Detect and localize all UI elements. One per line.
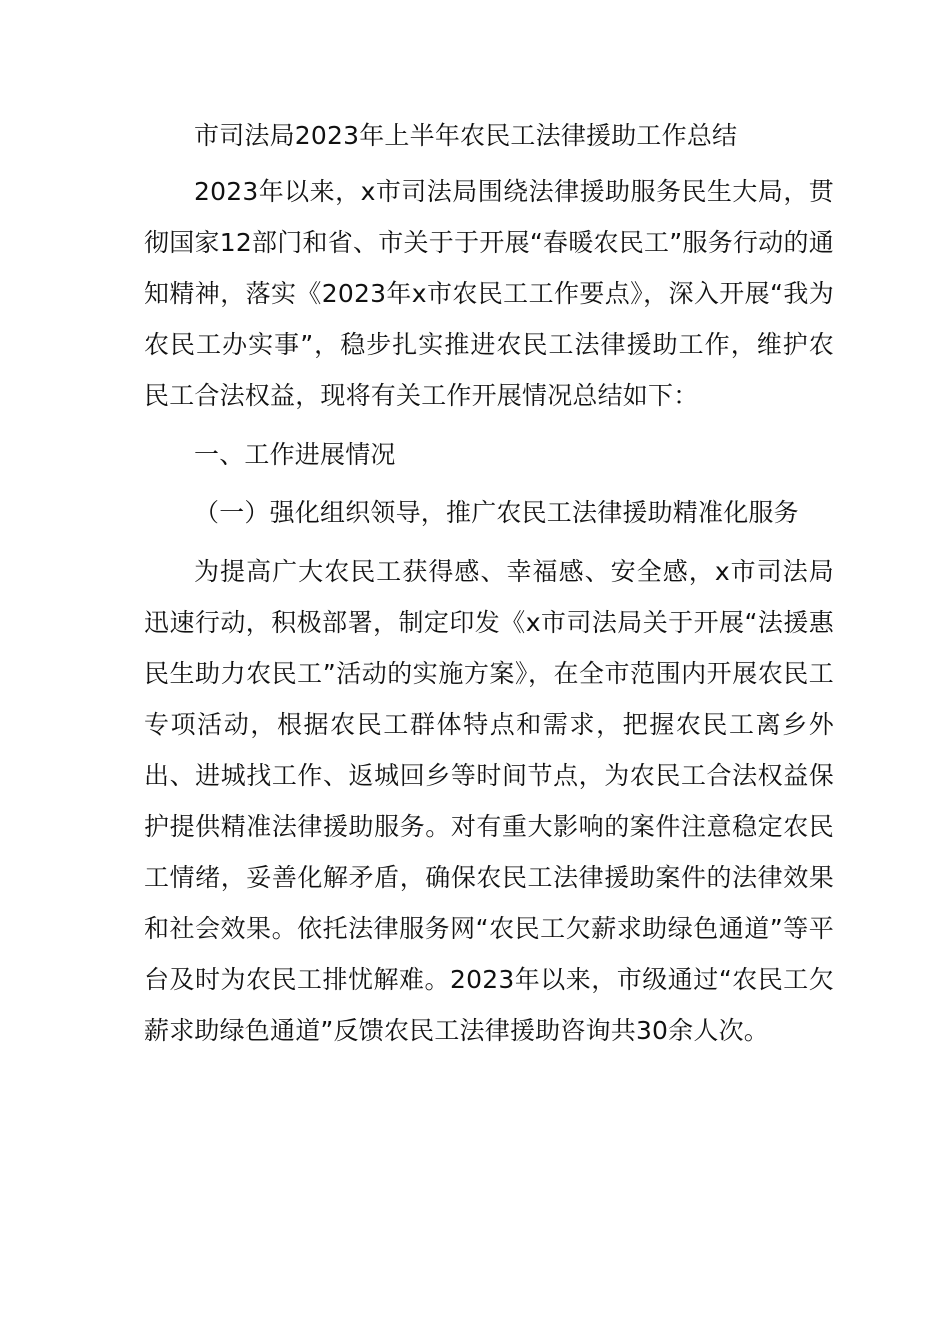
intro-paragraph: 2023年以来，x市司法局围绕法律援助服务民生大局，贯彻国家12部门和省、市关于于开展“春暖农民工”服务行动的通知精神，落实《2023年x市农民工工作要点》，深入开展“我为农民工办实事”，稳步扎实推进农民工法律援助工作，维护农民工合法权益，现将有关工作开展情况总结如下： [144, 177, 834, 410]
document-body [144, 110, 834, 1056]
document-title: 市司法局2023年上半年农民工法律援助工作总结 [194, 121, 738, 150]
subsection-heading: （一）强化组织领导，推广农民工法律援助精准化服务 [194, 498, 799, 527]
subsection-body-paragraph: 为提高广大农民工获得感、幸福感、安全感，x市司法局迅速行动，积极部署，制定印发《x市司法局关于开展“法援惠民生助力农民工”活动的实施方案》，在全市范围内开展农民工专项活动，根据农民工群体特点和需求，把握农民工离乡外出、进城找工作、返城回乡等时间节点，为农民工合法权益保护提供精准法律援助服务。对有重大影响的案件注意稳定农民工情绪，妥善化解矛盾，确保农民工法律援助案件的法律效果和社会效果。依托法律服务网“农民工欠薪求助绿色通道”等平台及时为农民工排忧解难。2023年以来，市级通过“农民工欠薪求助绿色通道”反馈农民工法律援助咨询共30余人次。 [144, 557, 834, 1045]
section-heading: 一、工作进展情况 [194, 440, 396, 469]
